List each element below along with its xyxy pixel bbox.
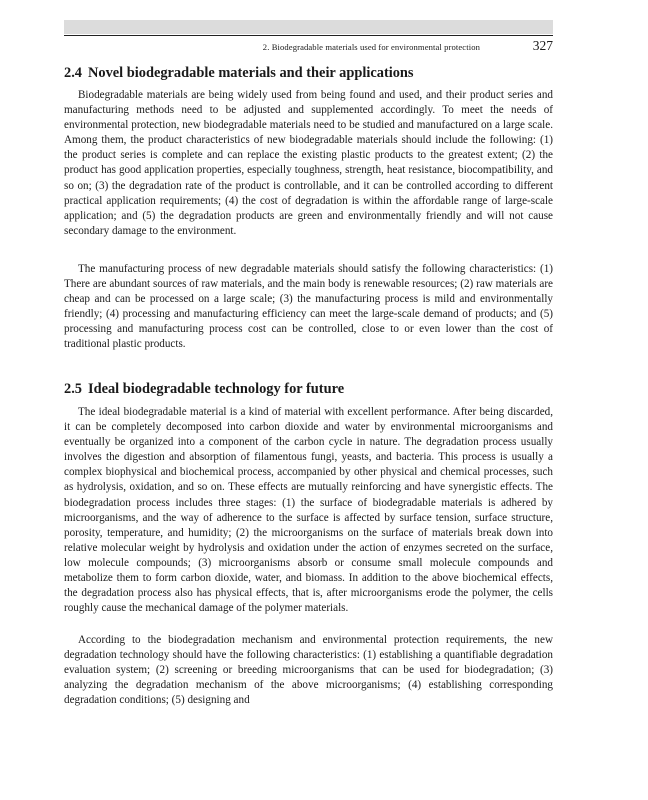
section-heading-2-4 xyxy=(64,64,553,82)
page-number: 327 xyxy=(532,38,553,53)
running-header xyxy=(64,38,553,56)
section-number: 2.5 xyxy=(64,381,82,397)
header-rule xyxy=(64,35,553,36)
paragraph: The ideal biodegradable material is a kind of material with excellent performance. After being discarded, it can be completely decomposed into carbon dioxide and water by environmental microorganisms and eventually be organized into a component of the carbon cycle in nature. The degradation process usually involves the digestion and absorption of filamentous fungi, yeasts, and bacteria. This process is usually a complex biophysical and biochemical process, accompanied by other physical and chemical processes, such as hydrolysis, oxidation, and so on. These effects are mutually reinforcing and have synergistic effects. The biodegradation process includes three stages: (1) the surface of biodegradable materials is adhered by microorganisms, and the way of adherence to the surface is affected by surface tension, surface structure, porosity, temperature, and humidity; (2) the microorganisms on the surface of materials break down into relative molecular weight by hydrolysis and oxidation under the action of enzymes secreted on the surface, low molecule compounds; (3) microorganisms absorb or consume small molecule compounds and metabolize them to form carbon dioxide, water, and biomass. In addition to the above biochemical effects, the degradation process also has physical effects, that is, after microorganisms erode the polymer, the cells roughly cause the mechanical damage of the polymer materials. xyxy=(64,406,553,615)
running-title: 2. Biodegradable materials used for environmental protection xyxy=(262,42,480,52)
top-banner xyxy=(64,20,553,34)
paragraph: According to the biodegradation mechanism and environmental protection requirements, the new degradation technology should have the following characteristics: (1) establishing a quantifiable degradation evaluation system; (2) screening or breeding microorganisms that can be used for biodegradation; (3) analyzing the degradation mechanism of the above microorganisms; (4) establishing corresponding degradation conditions; (5) designing and xyxy=(64,634,553,707)
section-title: Ideal biodegradable technology for future xyxy=(88,381,345,397)
section-number: 2.4 xyxy=(64,65,82,81)
section-title: Novel biodegradable materials and their applications xyxy=(88,65,414,81)
paragraph: The manufacturing process of new degradable materials should satisfy the following characteristics: (1) There are abundant sources of raw materials, and the main body is renewable resources; (2) raw materials are cheap and can be processed on a large scale; (3) the manufacturing process is mild and environmentally friendly; (4) processing and manufacturing efficiency can meet the large-scale demand of products; and (5) processing and manufacturing process cost can be controlled, close to or even lower than the cost of traditional plastic products. xyxy=(64,263,553,351)
paragraph: Biodegradable materials are being widely used from being found and used, and their product series and manufacturing methods need to be adjusted and supplemented accordingly. To meet the needs of environmental protection, new biodegradable materials need to be studied and manufactured on a large scale. Among them, the product characteristics of new biodegradable materials should include the following: (1) the product series is complete and can replace the existing plastic products to the greatest extent; (2) the product has good application properties, especially toughness, strength, heat resistance, biocompatibility, and so on; (3) the degradation rate of the product is controllable, and it can be controlled according to different practical application requirements; (4) the cost of degradation is within the affordable range of large-scale application; and (5) the degradation products are green and environmentally friendly and will not cause secondary damage to the environment. xyxy=(64,89,553,237)
section-heading-2-5 xyxy=(64,380,553,398)
